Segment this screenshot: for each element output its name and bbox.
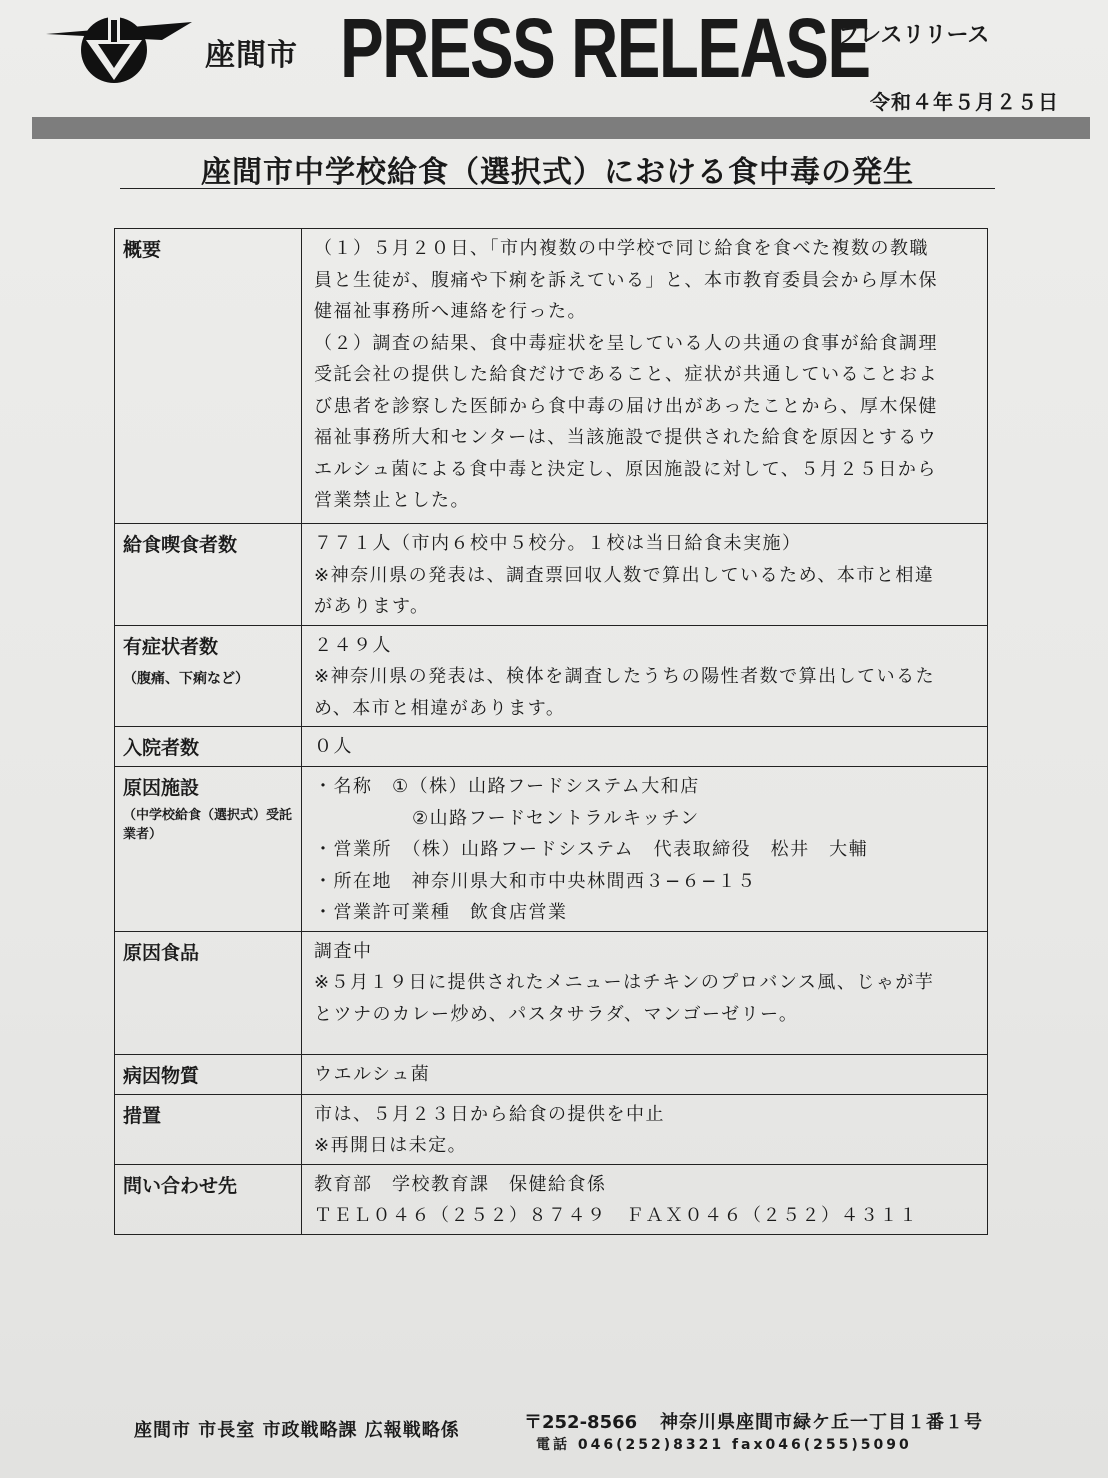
- overview-content: [302, 229, 988, 524]
- overview-line: エルシュ菌による食中毒と決定し、原因施設に対して、５月２５日から: [314, 458, 937, 480]
- footer-department: 座間市 市長室 市政戦略課 広報戦略係: [134, 1420, 460, 1441]
- facility-line: ・営業許可業種 飲食店営業: [314, 902, 568, 923]
- overview-line: 営業禁止とした。: [314, 490, 470, 511]
- food-line: ※５月１９日に提供されたメニューはチキンのプロバンス風、じゃが芋: [314, 972, 935, 993]
- table-row-eaters: [115, 524, 988, 626]
- facility-line: ・営業所 （株）山路フードシステム 代表取締役 松井 大輔: [314, 839, 869, 860]
- city-name: 座間市: [205, 38, 298, 73]
- symptomatic-line: め、本市と相違があります。: [314, 697, 566, 719]
- row-label: 原因食品: [115, 931, 302, 1054]
- symptomatic-content: [302, 625, 988, 727]
- overview-line: 福祉事務所大和センターは、当該施設で提供された給食を原因とするウ: [314, 427, 938, 448]
- facility-line: ②山路フードセントラルキッチン: [412, 807, 700, 829]
- food-line: とツナのカレー炒め、パスタサラダ、マンゴーゼリー。: [314, 1003, 799, 1025]
- release-date: 令和４年５月２５日: [870, 90, 1059, 114]
- contact-tel-fax: ＴＥＬ０４６（２５２）８７４９ ＦＡＸ０４６（２５２）４３１１: [314, 1205, 919, 1226]
- header-divider-bar: [32, 117, 1090, 139]
- eaters-line: があります。: [314, 596, 430, 617]
- symptomatic-line: ※神奈川県の発表は、検体を調査したうちの陽性者数で算出しているた: [314, 666, 936, 687]
- table-row-facility: [115, 767, 988, 932]
- food-line: 調査中: [314, 940, 373, 962]
- row-sub-label: （中学校給食（選択式）受託業者）: [123, 808, 293, 842]
- table-row-symptomatic: [115, 625, 988, 727]
- eaters-line: ※神奈川県の発表は、調査票回収人数で算出しているため、本市と相違: [314, 564, 935, 586]
- overview-line: 受託会社の提供した給食だけであること、症状が共通していることおよ: [314, 364, 938, 385]
- contact-dept: 教育部 学校教育課 保健給食係: [314, 1173, 607, 1195]
- city-emblem-icon: [42, 10, 192, 88]
- row-label: 給食喫食者数: [115, 524, 302, 626]
- overview-line: び患者を診察した医師から食中毒の届け出があったことから、厚木保健: [314, 395, 938, 417]
- page-title: 座間市中学校給食（選択式）における食中毒の発生: [201, 155, 914, 190]
- food-content: [302, 931, 988, 1054]
- row-sub-label: （腹痛、下痢など）: [123, 670, 249, 687]
- row-label: 病因物質: [115, 1054, 302, 1094]
- measures-line: 市は、５月２３日から給食の提供を中止: [314, 1103, 665, 1125]
- overview-line: 員と生徒が、腹痛や下痢を訴えている」と、本市教育委員会から厚木保: [314, 269, 938, 291]
- facility-line: ・所在地 神奈川県大和市中央林間西３−６−１５: [314, 870, 757, 892]
- measures-line: ※再開日は未定。: [314, 1135, 468, 1156]
- table-row-hospitalized: [115, 727, 988, 767]
- facility-content: [302, 767, 988, 932]
- overview-line: （２）調査の結果、食中毒症状を呈している人の共通の食事が給食調理: [314, 332, 938, 354]
- footer-zip: 〒252-8566: [524, 1412, 638, 1433]
- press-release-kana: プレスリリース: [838, 23, 990, 48]
- facility-line: ・名称 ①（株）山路フードシステム大和店: [314, 776, 700, 797]
- footer-phone-fax: 電話 046(252)8321 fax046(255)5090: [536, 1437, 912, 1453]
- table-row-measures: [115, 1094, 988, 1164]
- overview-line: 健福祉事務所へ連絡を行った。: [314, 301, 587, 322]
- row-label-cell: [115, 767, 302, 932]
- incident-table: [114, 228, 988, 1235]
- overview-line: （１）５月２０日、「市内複数の中学校で同じ給食を食べた複数の教職: [314, 238, 929, 259]
- row-label-cell: [115, 625, 302, 727]
- table-row-pathogen: [115, 1054, 988, 1094]
- symptomatic-line: ２４９人: [314, 634, 392, 656]
- pathogen-value: ウエルシュ菌: [302, 1054, 988, 1094]
- eaters-content: [302, 524, 988, 626]
- table-row-contact: [115, 1164, 988, 1234]
- row-label: 概要: [115, 229, 302, 524]
- measures-content: [302, 1094, 988, 1164]
- row-label: 有症状者数: [123, 635, 219, 658]
- press-release-title: PRESS RELEASE: [340, 1, 870, 95]
- row-label: 原因施設: [123, 777, 200, 799]
- hospitalized-value: ０人: [302, 727, 988, 767]
- row-label: 措置: [115, 1094, 302, 1164]
- footer-address: 神奈川県座間市緑ケ丘一丁目１番１号: [660, 1412, 983, 1433]
- contact-content: [302, 1164, 988, 1234]
- row-label: 問い合わせ先: [115, 1164, 302, 1234]
- table-row-food: [115, 931, 988, 1054]
- row-label: 入院者数: [115, 727, 302, 767]
- title-underline: [120, 188, 995, 189]
- eaters-line: ７７１人（市内６校中５校分。１校は当日給食未実施）: [314, 533, 802, 554]
- table-row-overview: [115, 229, 988, 524]
